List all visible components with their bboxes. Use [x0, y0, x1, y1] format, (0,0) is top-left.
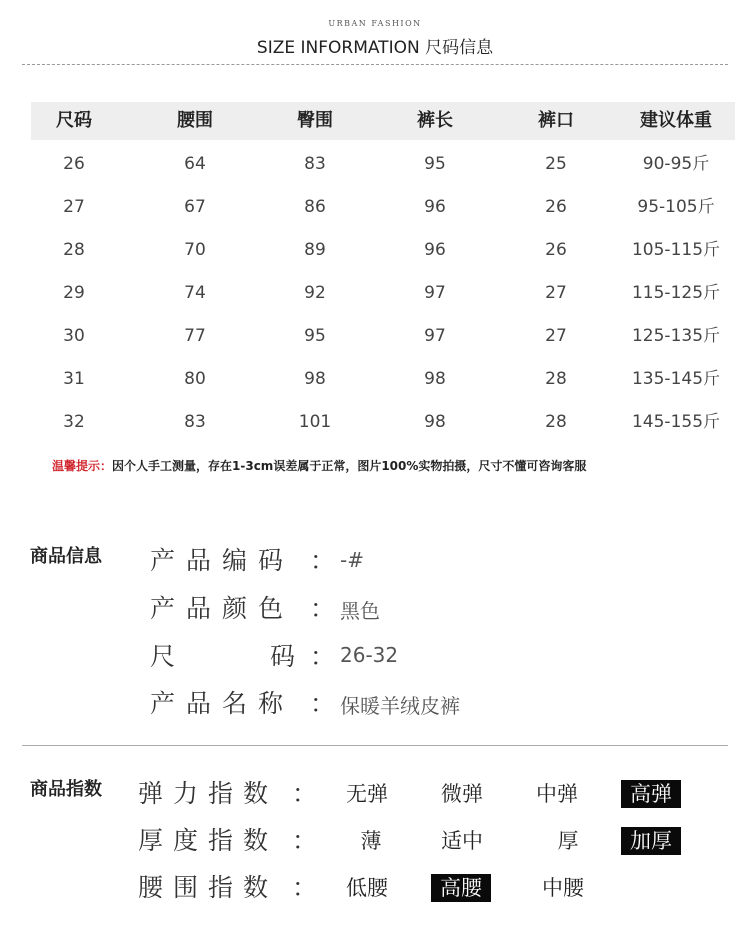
option-waist-high-selected: 高腰 — [431, 874, 491, 902]
cell-hip: 89 — [304, 240, 326, 260]
table-row — [0, 149, 750, 179]
cell-weight: 125-135斤 — [631, 326, 721, 346]
info-value-code: -# — [340, 548, 364, 572]
cell-weight: 135-145斤 — [631, 369, 721, 389]
info-key-size-b: 码 — [270, 642, 307, 671]
table-row — [0, 321, 750, 351]
cell-length: 95 — [424, 154, 446, 174]
index-colon: ： — [292, 873, 318, 902]
option-waist-mid: 中腰 — [542, 876, 584, 900]
header-length: 裤长 — [417, 110, 453, 131]
size-table-header — [31, 102, 735, 140]
info-key-code: 产品编码 — [150, 546, 295, 575]
cell-waist: 77 — [184, 326, 206, 346]
table-row — [0, 364, 750, 394]
info-key-name: 产品名称 — [150, 689, 295, 718]
info-value-size: 26-32 — [340, 643, 399, 667]
cell-leg-opening: 26 — [545, 240, 567, 260]
option-elasticity-medium: 中弹 — [536, 782, 578, 806]
cell-size: 26 — [63, 154, 85, 174]
info-colon: ： — [310, 594, 336, 623]
index-key-thickness: 厚度指数 — [138, 826, 279, 855]
cell-length: 97 — [424, 326, 446, 346]
info-key-size-a: 尺 — [150, 642, 187, 671]
cell-leg-opening: 28 — [545, 369, 567, 389]
cell-weight: 105-115斤 — [631, 240, 721, 260]
cell-length: 97 — [424, 283, 446, 303]
tip-label: 温馨提示： — [52, 459, 113, 473]
table-row — [0, 278, 750, 308]
measurement-tip — [52, 457, 586, 474]
index-colon: ： — [292, 779, 318, 808]
option-thickness-thick: 厚 — [557, 829, 579, 853]
info-value-name: 保暖羊绒皮裤 — [340, 694, 460, 718]
cell-waist: 67 — [184, 197, 206, 217]
cell-length: 98 — [424, 369, 446, 389]
cell-hip: 92 — [304, 283, 326, 303]
cell-size: 30 — [63, 326, 85, 346]
cell-leg-opening: 28 — [545, 412, 567, 432]
cell-weight: 145-155斤 — [631, 412, 721, 432]
cell-size: 28 — [63, 240, 85, 260]
cell-hip: 98 — [304, 369, 326, 389]
page-title: SIZE INFORMATION 尺码信息 — [256, 38, 494, 58]
header-weight: 建议体重 — [640, 110, 712, 131]
cell-hip: 95 — [304, 326, 326, 346]
dashed-divider — [22, 64, 728, 65]
option-waist-low: 低腰 — [346, 876, 388, 900]
info-value-color: 黑色 — [340, 599, 380, 623]
info-key-color: 产品颜色 — [150, 594, 295, 623]
cell-weight: 95-105斤 — [637, 197, 715, 217]
product-info-label: 商品信息 — [30, 546, 102, 567]
tip-text: 因个人手工测量，存在1-3cm误差属于正常，图片100%实物拍摄，尺寸不懂可咨询客服 — [112, 459, 587, 473]
table-row — [0, 192, 750, 222]
option-elasticity-none: 无弹 — [346, 782, 388, 806]
cell-weight: 115-125斤 — [631, 283, 721, 303]
option-thickness-moderate: 适中 — [441, 829, 483, 853]
option-elasticity-slight: 微弹 — [441, 782, 483, 806]
header-waist: 腰围 — [177, 110, 213, 131]
header-size: 尺码 — [56, 110, 92, 131]
info-colon: ： — [310, 546, 336, 575]
info-colon: ： — [310, 642, 336, 671]
cell-size: 29 — [63, 283, 85, 303]
cell-size: 32 — [63, 412, 85, 432]
cell-waist: 74 — [184, 283, 206, 303]
cell-leg-opening: 27 — [545, 283, 567, 303]
header-leg-opening: 裤口 — [538, 110, 574, 131]
index-colon: ： — [292, 826, 318, 855]
option-thickness-thin: 薄 — [360, 829, 382, 853]
cell-size: 27 — [63, 197, 85, 217]
cell-size: 31 — [63, 369, 85, 389]
table-row — [0, 407, 750, 437]
cell-weight: 90-95斤 — [642, 154, 710, 174]
cell-hip: 83 — [304, 154, 326, 174]
index-key-waist: 腰围指数 — [138, 873, 279, 902]
cell-hip: 101 — [298, 412, 332, 432]
cell-leg-opening: 25 — [545, 154, 567, 174]
cell-waist: 83 — [184, 412, 206, 432]
cell-waist: 80 — [184, 369, 206, 389]
cell-length: 96 — [424, 240, 446, 260]
brand-tagline: URBAN FASHION — [328, 19, 422, 28]
table-row — [0, 235, 750, 265]
cell-leg-opening: 27 — [545, 326, 567, 346]
cell-hip: 86 — [304, 197, 326, 217]
header-hip: 臀围 — [297, 110, 333, 131]
cell-waist: 70 — [184, 240, 206, 260]
cell-length: 98 — [424, 412, 446, 432]
option-elasticity-high-selected: 高弹 — [621, 780, 681, 808]
cell-leg-opening: 26 — [545, 197, 567, 217]
section-divider — [22, 745, 728, 746]
cell-waist: 64 — [184, 154, 206, 174]
index-key-elasticity: 弹力指数 — [138, 779, 279, 808]
cell-length: 96 — [424, 197, 446, 217]
product-index-label: 商品指数 — [30, 779, 102, 800]
info-colon: ： — [310, 689, 336, 718]
option-thickness-extra-selected: 加厚 — [621, 827, 681, 855]
